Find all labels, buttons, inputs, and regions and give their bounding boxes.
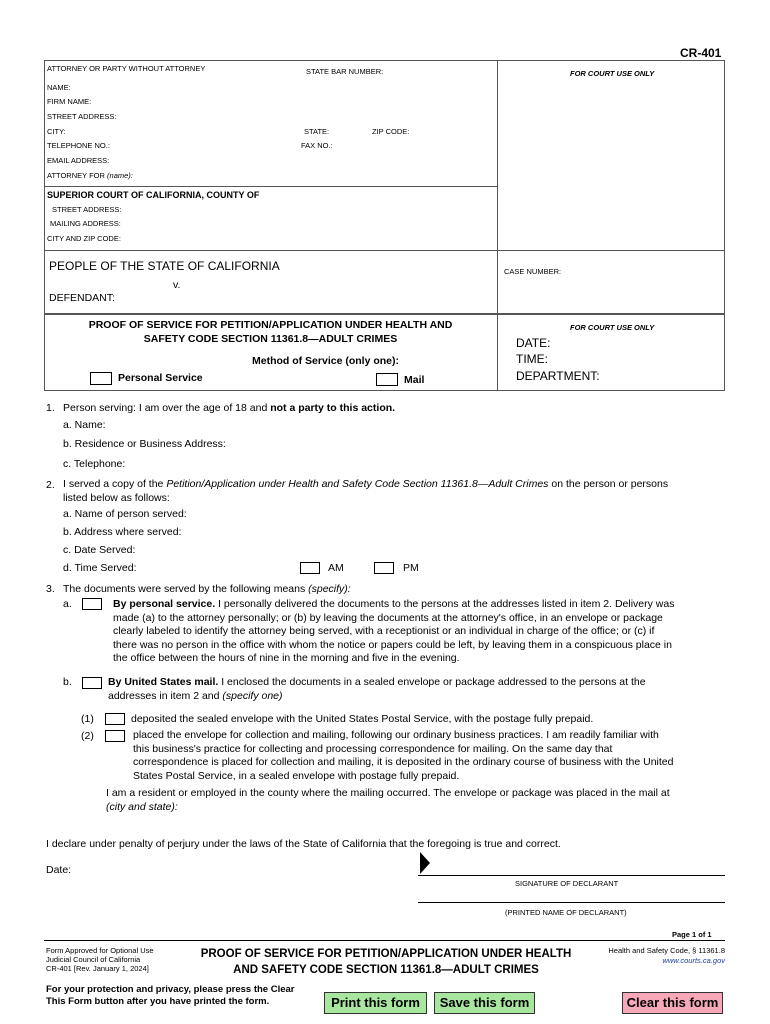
form-number: CR-401 [680, 46, 722, 60]
save-form-button[interactable]: Save this form [434, 992, 535, 1014]
signature-label: SIGNATURE OF DECLARANT [515, 879, 619, 888]
item3-text: The documents were served by the following means (specify): [63, 583, 351, 595]
item3b-letter: b. [63, 676, 72, 688]
name-label: NAME: [47, 83, 71, 92]
item3b-text: By United States mail. I enclosed the documents in a sealed envelope or package addressed to the persons at the addresses in item 2 and (specify one) [108, 676, 646, 702]
option2-checkbox[interactable] [105, 730, 125, 742]
zip-label: ZIP CODE: [372, 127, 410, 136]
resident-text: I am a resident or employed in the county where the mailing occurred. The envelope or package was placed in the mail at (city and state): [106, 787, 670, 813]
court-title: SUPERIOR COURT OF CALIFORNIA, COUNTY OF [47, 190, 260, 200]
date-label: DATE: [516, 336, 551, 350]
proof-of-service-title: PROOF OF SERVICE FOR PETITION/APPLICATION UNDER HEALTH AND SAFETY CODE SECTION 11361.8—ADULT CRIMES [88, 319, 453, 345]
case-number-label: CASE NUMBER: [504, 267, 562, 276]
fax-label: FAX NO.: [301, 141, 333, 150]
personal-service-label: Personal Service [118, 372, 203, 384]
item1-number: 1. [46, 402, 55, 414]
personal-service-means-checkbox[interactable] [82, 598, 102, 610]
option2-text: placed the envelope for collection and mailing, following our ordinary business practices. I am readily familiar with this business's practice for collecting and processing correspondence for mailing. On the same day that correspondence is placed for collection and mailing, it is deposited in the ordinary course of business with the United States Postal Service, in a sealed envelope with postage fully prepaid. [133, 729, 674, 782]
state-label: STATE: [304, 127, 330, 136]
attorney-label: ATTORNEY OR PARTY WITHOUT ATTORNEY [47, 64, 206, 73]
option1-text: deposited the sealed envelope with the United States Postal Service, with the postage fully prepaid. [131, 713, 594, 725]
signature-arrow-icon [418, 852, 432, 874]
people-label: PEOPLE OF THE STATE OF CALIFORNIA [49, 259, 280, 273]
printed-name-label: (PRINTED NAME OF DECLARANT) [505, 908, 627, 917]
mail-label: Mail [404, 374, 425, 386]
method-label: Method of Service (only one): [251, 355, 399, 367]
option1-number: (1) [81, 713, 94, 725]
department-label: DEPARTMENT: [516, 369, 600, 383]
court-city-zip-label: CITY AND ZIP CODE: [47, 234, 121, 243]
defendant-label: DEFENDANT: [49, 292, 115, 304]
item3a-text: By personal service. I personally delivered the documents to the persons at the addresses listed in item 2. Delivery was made (a) to the attorney personally; or (b) by leaving the documents at the attorney's office, in an envelope or package clearly labeled to identify the attorney being served, with a receptionist or an individual in charge of the office; or (c) if there was no person in the office with whom the notice or papers could be left, by leaving them in a conspicuous place in the office between the hours of nine in the morning and five in the evening. [113, 598, 675, 664]
telephone-label: TELEPHONE NO.: [47, 141, 110, 150]
personal-service-checkbox[interactable] [90, 372, 112, 385]
code-reference: Health and Safety Code, § 11361.8 www.courts.ca.gov [560, 946, 725, 966]
footer-title: PROOF OF SERVICE FOR PETITION/APPLICATION UNDER HEALTH AND SAFETY CODE SECTION 11361.8—ADULT CRIMES [200, 948, 572, 976]
versus-label: v. [173, 279, 181, 291]
page-number: Page 1 of 1 [672, 930, 712, 939]
privacy-notice: For your protection and privacy, please press the Clear This Form button after you have printed the form. [46, 984, 295, 1007]
item2-text: I served a copy of the Petition/Application under Health and Safety Code Section 11361.8—Adult Crimes on the person or persons listed below as follows: [63, 478, 669, 504]
item1-text: Person serving: I am over the age of 18 and not a party to this action. [63, 402, 396, 414]
time-label: TIME: [516, 352, 548, 366]
item3-number: 3. [46, 583, 55, 595]
item2-date-served: c. Date Served: [63, 544, 136, 556]
us-mail-checkbox[interactable] [82, 677, 102, 689]
item2-number: 2. [46, 479, 55, 491]
court-use-label: FOR COURT USE ONLY [570, 69, 655, 78]
item1-address: b. Residence or Business Address: [63, 438, 226, 450]
date-field-label: Date: [46, 864, 72, 876]
item2-person-served: a. Name of person served: [63, 508, 187, 520]
item1-name: a. Name: [63, 419, 106, 431]
item2-time-served: d. Time Served: [63, 562, 137, 574]
court-mailing-label: MAILING ADDRESS: [50, 219, 121, 228]
option2-number: (2) [81, 730, 94, 742]
court-street-label: STREET ADDRESS: [52, 205, 122, 214]
email-label: EMAIL ADDRESS: [47, 156, 110, 165]
mail-checkbox[interactable] [376, 373, 398, 386]
pm-checkbox[interactable] [374, 562, 394, 574]
option1-checkbox[interactable] [105, 713, 125, 725]
state-bar-label: STATE BAR NUMBER: [306, 67, 384, 76]
clear-form-button[interactable]: Clear this form [622, 992, 723, 1014]
item1-telephone: c. Telephone: [63, 458, 126, 470]
print-form-button[interactable]: Print this form [324, 992, 427, 1014]
city-label: CITY: [47, 127, 66, 136]
court-use-label-2: FOR COURT USE ONLY [570, 323, 655, 332]
form-approval: Form Approved for Optional Use Judicial Council of California CR-401 [Rev. January 1, 2024] [46, 946, 154, 973]
am-checkbox[interactable] [300, 562, 320, 574]
attorney-for-label: ATTORNEY FOR (name): [47, 171, 133, 180]
pm-label: PM [403, 562, 419, 574]
declaration-text: I declare under penalty of perjury under the laws of the State of California that the foregoing is true and correct. [46, 838, 561, 850]
courts-website-link[interactable]: www.courts.ca.gov [662, 956, 725, 965]
street-address-label: STREET ADDRESS: [47, 112, 117, 121]
firm-name-label: FIRM NAME: [47, 97, 92, 106]
item3a-letter: a. [63, 598, 72, 610]
item2-address-served: b. Address where served: [63, 526, 182, 538]
header-box [44, 60, 725, 314]
am-label: AM [328, 562, 344, 574]
